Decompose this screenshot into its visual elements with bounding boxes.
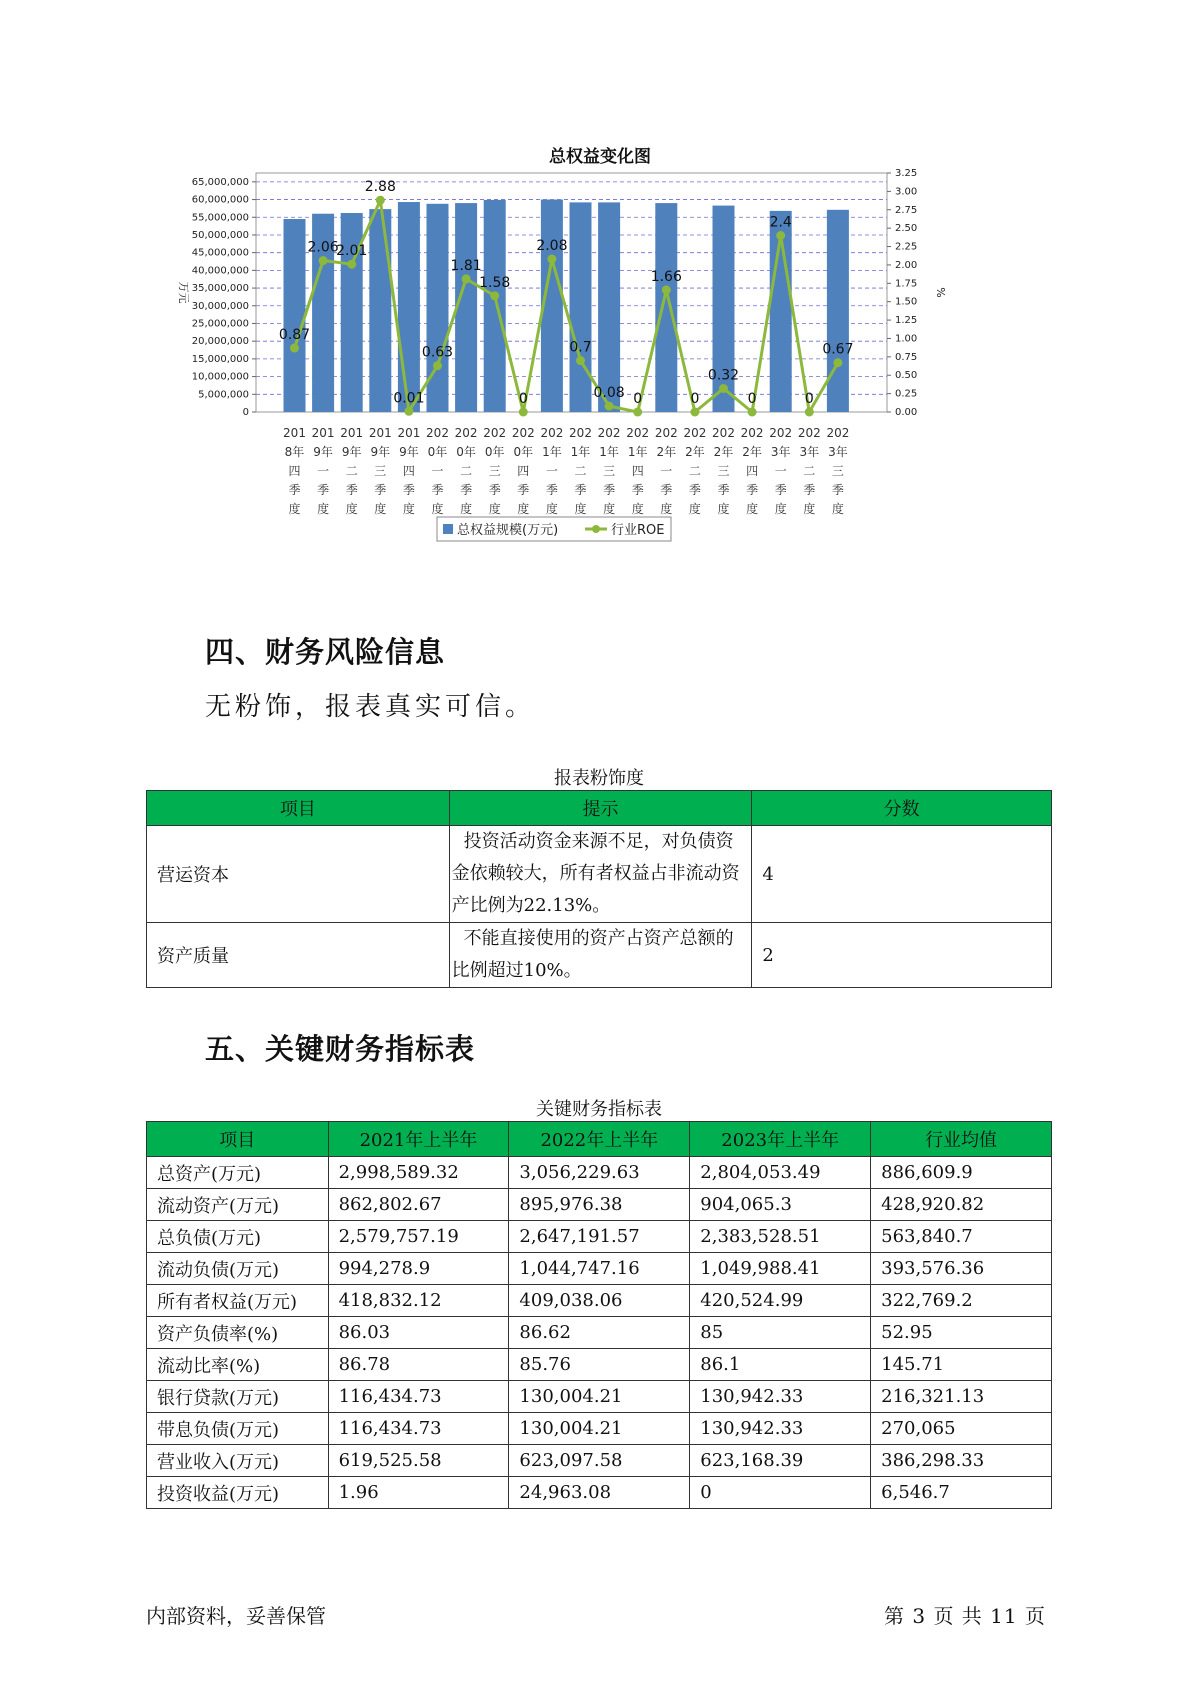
x-tick-label: 202 3年一季度 — [769, 426, 793, 516]
kpi-value-cell: 420,524.99 — [690, 1285, 871, 1317]
x-tick-label: 202 1年二季度 — [569, 426, 592, 516]
kpi-header-2022: 2022年上半年 — [509, 1122, 690, 1157]
legend-line-label: 行业ROE — [611, 523, 665, 538]
x-tick-label: 202 3年三季度 — [826, 426, 850, 516]
x-tick-label: 202 2年四季度 — [740, 426, 764, 516]
roe-data-label: 0 — [804, 391, 814, 407]
table-row — [147, 923, 1052, 988]
y2-tick-label: 2.00 — [895, 259, 918, 271]
section4-heading: 四、财务风险信息 — [205, 635, 446, 669]
roe-data-label: 1.66 — [650, 268, 682, 285]
kpi-item-cell: 流动资产(万元) — [147, 1189, 329, 1221]
y-tick-label: 5,000,000 — [198, 389, 249, 401]
kpi-table — [146, 1121, 1052, 1509]
roe-data-label: 0.32 — [707, 367, 740, 384]
roe-point — [462, 274, 471, 283]
roe-data-label: 0 — [747, 391, 757, 407]
kpi-value-cell: 322,769.2 — [871, 1285, 1052, 1317]
kpi-value-cell: 2,647,191.57 — [509, 1221, 690, 1253]
y-tick-label: 60,000,000 — [191, 194, 249, 206]
roe-data-label: 2.01 — [336, 243, 368, 260]
x-tick-label: 202 0年一季度 — [426, 426, 449, 516]
kpi-value-cell: 3,056,229.63 — [509, 1157, 690, 1189]
section4-text: 无粉饰，报表真实可信。 — [205, 692, 536, 722]
roe-point — [547, 255, 556, 264]
roe-point — [719, 384, 728, 393]
x-tick-label: 202 2年二季度 — [683, 426, 707, 516]
roe-data-label: 0.01 — [393, 390, 425, 407]
chart-title: 总权益变化图 — [549, 147, 651, 167]
y2-tick-label: 3.25 — [895, 168, 918, 179]
bar — [827, 210, 849, 412]
y-tick-label: 50,000,000 — [191, 229, 249, 241]
risk-table — [146, 790, 1052, 988]
roe-point — [519, 408, 528, 417]
table-row — [147, 1381, 1052, 1413]
roe-data-label: 0 — [633, 391, 643, 407]
kpi-value-cell: 2,383,528.51 — [690, 1221, 871, 1253]
x-tick-label: 202 0年四季度 — [511, 426, 535, 516]
roe-data-label: 0 — [518, 391, 528, 407]
bar — [427, 204, 449, 412]
kpi-value-cell: 0 — [690, 1477, 871, 1509]
y2-tick-label: 1.25 — [895, 315, 918, 327]
y2-tick-label: 2.75 — [895, 204, 918, 216]
roe-point — [576, 356, 585, 365]
roe-point — [662, 285, 671, 294]
kpi-value-cell: 886,609.9 — [871, 1157, 1052, 1189]
y-axis-label: 万元 — [177, 281, 190, 304]
x-tick-label: 202 2年一季度 — [654, 426, 678, 516]
kpi-item-cell: 所有者权益(万元) — [147, 1285, 329, 1317]
y2-tick-label: 1.00 — [895, 333, 918, 345]
kpi-value-cell: 130,004.21 — [509, 1413, 690, 1445]
kpi-table-body — [147, 1157, 1052, 1509]
kpi-value-cell: 623,168.39 — [690, 1445, 871, 1477]
x-tick-label: 201 9年一季度 — [311, 426, 335, 516]
kpi-value-cell: 428,920.82 — [871, 1189, 1052, 1221]
footer-confidential: 内部资料，妥善保管 — [146, 1604, 326, 1628]
kpi-value-cell: 216,321.13 — [871, 1381, 1052, 1413]
bar — [369, 209, 391, 412]
kpi-value-cell: 393,576.36 — [871, 1253, 1052, 1285]
kpi-value-cell: 386,298.33 — [871, 1445, 1052, 1477]
x-tick-label: 201 9年三季度 — [368, 426, 392, 516]
y-tick-label: 45,000,000 — [191, 247, 249, 259]
kpi-value-cell: 623,097.58 — [509, 1445, 690, 1477]
y-tick-label: 25,000,000 — [191, 318, 249, 330]
kpi-table-caption: 关键财务指标表 — [536, 1099, 662, 1120]
y-tick-label: 20,000,000 — [191, 336, 249, 348]
bar — [484, 200, 506, 412]
bar — [598, 202, 620, 412]
kpi-value-cell: 563,840.7 — [871, 1221, 1052, 1253]
kpi-value-cell: 86.1 — [690, 1349, 871, 1381]
bar — [455, 203, 477, 412]
kpi-value-cell: 2,579,757.19 — [328, 1221, 509, 1253]
roe-data-label: 0 — [690, 391, 700, 407]
table-row — [147, 1157, 1052, 1189]
roe-data-label: 0.7 — [569, 339, 592, 356]
kpi-value-cell: 86.03 — [328, 1317, 509, 1349]
bar — [398, 202, 420, 412]
table-row — [147, 1253, 1052, 1285]
kpi-value-cell: 130,004.21 — [509, 1381, 690, 1413]
roe-point — [490, 291, 499, 300]
x-tick-label: 202 0年二季度 — [454, 426, 478, 516]
roe-point — [776, 231, 785, 240]
x-tick-label: 202 2年三季度 — [712, 426, 735, 516]
kpi-item-cell: 带息负债(万元) — [147, 1413, 329, 1445]
risk-tip: 投资活动资金来源不足，对负债资金依赖较大，所有者权益占非流动资产比例为22.13%。 — [449, 826, 752, 923]
kpi-value-cell: 619,525.58 — [328, 1445, 509, 1477]
kpi-value-cell: 270,065 — [871, 1413, 1052, 1445]
roe-point — [748, 408, 757, 417]
risk-header-score: 分数 — [752, 791, 1052, 826]
y2-tick-label: 0.75 — [895, 351, 918, 363]
risk-score: 2 — [752, 923, 1052, 988]
roe-point — [690, 408, 699, 417]
x-tick-label: 201 9年二季度 — [340, 426, 364, 516]
roe-data-label: 1.81 — [450, 257, 482, 274]
roe-point — [319, 256, 328, 265]
x-tick-label: 202 1年三季度 — [597, 426, 621, 516]
risk-score: 4 — [752, 826, 1052, 923]
kpi-value-cell: 85 — [690, 1317, 871, 1349]
x-tick-label: 202 3年二季度 — [797, 426, 821, 516]
roe-data-label: 2.4 — [769, 214, 792, 231]
bar — [655, 203, 677, 412]
kpi-value-cell: 2,998,589.32 — [328, 1157, 509, 1189]
table-row — [147, 1285, 1052, 1317]
roe-data-label: 2.88 — [364, 179, 396, 196]
kpi-value-cell: 116,434.73 — [328, 1381, 509, 1413]
kpi-value-cell: 904,065.3 — [690, 1189, 871, 1221]
table-row — [147, 1445, 1052, 1477]
y2-tick-label: 1.75 — [895, 278, 918, 290]
chart-svg — [160, 130, 1040, 590]
kpi-value-cell: 6,546.7 — [871, 1477, 1052, 1509]
kpi-value-cell: 1.96 — [328, 1477, 509, 1509]
table-row — [147, 826, 1052, 923]
y-tick-label: 65,000,000 — [191, 176, 249, 188]
kpi-value-cell: 130,942.33 — [690, 1413, 871, 1445]
kpi-item-cell: 总负债(万元) — [147, 1221, 329, 1253]
kpi-item-cell: 资产负债率(%) — [147, 1317, 329, 1349]
kpi-value-cell: 24,963.08 — [509, 1477, 690, 1509]
risk-item: 营运资本 — [147, 826, 450, 923]
kpi-value-cell: 862,802.67 — [328, 1189, 509, 1221]
roe-point — [805, 408, 814, 417]
bar — [284, 219, 306, 412]
legend-bar-label: 总权益规模(万元) — [457, 523, 559, 538]
y-tick-label: 55,000,000 — [191, 212, 249, 224]
kpi-value-cell: 2,804,053.49 — [690, 1157, 871, 1189]
y-tick-label: 10,000,000 — [191, 371, 249, 383]
kpi-value-cell: 145.71 — [871, 1349, 1052, 1381]
kpi-item-cell: 营业收入(万元) — [147, 1445, 329, 1477]
footer-page-number: 第 3 页 共 11 页 — [884, 1604, 1046, 1628]
legend-bar-swatch — [443, 524, 453, 534]
kpi-value-cell: 86.78 — [328, 1349, 509, 1381]
roe-point — [633, 408, 642, 417]
y2-tick-label: 0.00 — [895, 407, 918, 418]
legend-line-marker — [592, 525, 600, 533]
y-tick-label: 0 — [242, 407, 249, 418]
roe-data-label: 0.87 — [278, 327, 311, 344]
kpi-value-cell: 1,049,988.41 — [690, 1253, 871, 1285]
kpi-header-2023: 2023年上半年 — [690, 1122, 871, 1157]
kpi-item-cell: 总资产(万元) — [147, 1157, 329, 1189]
risk-header-item: 项目 — [147, 791, 450, 826]
y-tick-label: 30,000,000 — [191, 300, 249, 312]
y2-tick-label: 2.25 — [895, 241, 918, 253]
risk-header-tip: 提示 — [449, 791, 752, 826]
y-tick-label: 15,000,000 — [191, 353, 249, 365]
roe-data-label: 0.67 — [822, 341, 854, 358]
risk-item: 资产质量 — [147, 923, 450, 988]
kpi-value-cell: 994,278.9 — [328, 1253, 509, 1285]
y2-axis-label: % — [934, 287, 947, 298]
kpi-value-cell: 85.76 — [509, 1349, 690, 1381]
x-tick-label: 201 9年四季度 — [397, 426, 421, 516]
roe-point — [833, 358, 842, 367]
roe-data-label: 0.08 — [593, 385, 625, 402]
table-row — [147, 1477, 1052, 1509]
y-tick-label: 35,000,000 — [191, 283, 249, 295]
table-row — [147, 1317, 1052, 1349]
y-tick-label: 40,000,000 — [191, 265, 249, 277]
x-tick-label: 202 1年一季度 — [540, 426, 564, 516]
kpi-header-item: 项目 — [147, 1122, 329, 1157]
y2-tick-label: 1.50 — [895, 296, 918, 308]
kpi-value-cell: 116,434.73 — [328, 1413, 509, 1445]
table-row — [147, 1221, 1052, 1253]
risk-tip: 不能直接使用的资产占资产总额的比例超过10%。 — [449, 923, 752, 988]
kpi-value-cell: 409,038.06 — [509, 1285, 690, 1317]
y2-tick-label: 0.25 — [895, 388, 918, 400]
kpi-value-cell: 418,832.12 — [328, 1285, 509, 1317]
kpi-header-2021: 2021年上半年 — [328, 1122, 509, 1157]
x-tick-label: 202 0年三季度 — [483, 426, 507, 516]
roe-data-label: 2.06 — [307, 239, 339, 256]
kpi-value-cell: 895,976.38 — [509, 1189, 690, 1221]
section5-heading: 五、关键财务指标表 — [205, 1032, 476, 1066]
table-row — [147, 1189, 1052, 1221]
kpi-value-cell: 52.95 — [871, 1317, 1052, 1349]
kpi-value-cell: 86.62 — [509, 1317, 690, 1349]
table-row — [147, 1349, 1052, 1381]
table-row — [147, 1413, 1052, 1445]
roe-point — [605, 402, 614, 411]
kpi-item-cell: 银行贷款(万元) — [147, 1381, 329, 1413]
bar — [570, 202, 592, 412]
y2-tick-label: 0.50 — [895, 370, 918, 382]
roe-data-label: 0.63 — [421, 344, 454, 361]
kpi-item-cell: 流动比率(%) — [147, 1349, 329, 1381]
roe-point — [290, 344, 299, 353]
x-tick-label: 201 8年四季度 — [283, 426, 306, 516]
roe-data-label: 2.08 — [536, 238, 568, 255]
risk-table-caption: 报表粉饰度 — [554, 768, 644, 789]
equity-chart — [160, 130, 1040, 590]
y2-tick-label: 3.00 — [895, 186, 918, 198]
x-tick-label: 202 1年四季度 — [626, 426, 650, 516]
kpi-header-industry: 行业均值 — [871, 1122, 1052, 1157]
roe-data-label: 1.58 — [479, 274, 511, 291]
roe-point — [404, 407, 413, 416]
kpi-item-cell: 投资收益(万元) — [147, 1477, 329, 1509]
kpi-value-cell: 1,044,747.16 — [509, 1253, 690, 1285]
roe-point — [347, 260, 356, 269]
roe-point — [376, 196, 385, 205]
kpi-item-cell: 流动负债(万元) — [147, 1253, 329, 1285]
y2-tick-label: 2.50 — [895, 223, 918, 235]
kpi-value-cell: 130,942.33 — [690, 1381, 871, 1413]
roe-point — [433, 361, 442, 370]
